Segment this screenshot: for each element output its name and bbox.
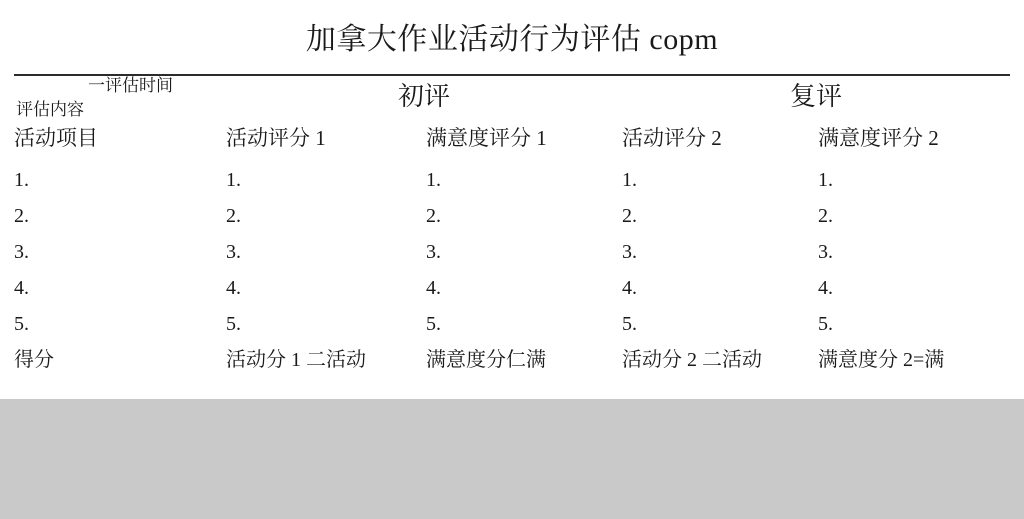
table-group-header-row xyxy=(14,76,1010,122)
cell-activity-score-2: 1. xyxy=(622,169,638,191)
cell-satisfaction-score-1: 5. xyxy=(426,313,441,335)
table-corner-cell xyxy=(14,76,226,122)
copm-table-wrapper xyxy=(0,76,1024,378)
cell-activity-item: 4. xyxy=(14,277,29,299)
table-row xyxy=(14,162,1010,198)
table-row xyxy=(14,306,1010,342)
column-header-satisfaction-score-2: 满意度评分 2 xyxy=(818,126,939,150)
table-score-row xyxy=(14,342,1010,378)
cell-satisfaction-score-1: 4. xyxy=(426,277,441,299)
table-column-header-row xyxy=(14,122,1010,162)
cell-score-satisfaction-2: 满意度分 2=满 xyxy=(818,349,945,371)
bottom-grey-overlay xyxy=(0,399,1024,519)
cell-activity-score-1: 4. xyxy=(226,277,241,299)
cell-activity-item: 3. xyxy=(14,241,29,263)
cell-activity-score-2: 5. xyxy=(622,313,638,335)
cell-satisfaction-score-1: 3. xyxy=(426,241,441,263)
column-header-satisfaction-score-1: 满意度评分 1 xyxy=(426,126,547,150)
group-header-second-eval: 复评 xyxy=(790,82,843,111)
cell-activity-score-2: 2. xyxy=(622,205,638,227)
column-header-activity-score-2: 活动评分 2 xyxy=(622,126,722,150)
cell-satisfaction-score-1: 1. xyxy=(426,169,441,191)
cell-score-satisfaction-1: 满意度分仁满 xyxy=(426,349,546,371)
cell-activity-score-1: 3. xyxy=(226,241,241,263)
cell-score-activity-1: 活动分 1 二活动 xyxy=(226,349,366,371)
column-header-activity-score-1: 活动评分 1 xyxy=(226,126,326,150)
cell-satisfaction-score-2: 5. xyxy=(818,313,834,335)
cell-satisfaction-score-2: 1. xyxy=(818,169,834,191)
cell-satisfaction-score-2: 4. xyxy=(818,277,834,299)
cell-activity-item: 1. xyxy=(14,169,29,191)
table-row xyxy=(14,198,1010,234)
table-row xyxy=(14,234,1010,270)
column-header-activity-item: 活动项目 xyxy=(14,126,98,150)
cell-activity-score-2: 4. xyxy=(622,277,638,299)
cell-satisfaction-score-2: 3. xyxy=(818,241,834,263)
cell-activity-item: 2. xyxy=(14,205,29,227)
cell-satisfaction-score-2: 2. xyxy=(818,205,834,227)
cell-activity-score-1: 2. xyxy=(226,205,241,227)
cell-score-activity-2: 活动分 2 二活动 xyxy=(622,349,763,371)
corner-top-label: 一评估时间 xyxy=(88,76,173,95)
cell-satisfaction-score-1: 2. xyxy=(426,205,441,227)
page-title: 加拿大作业活动行为评估 copm xyxy=(305,23,719,56)
cell-activity-score-1: 5. xyxy=(226,313,241,335)
cell-activity-item: 5. xyxy=(14,313,29,335)
table-row xyxy=(14,270,1010,306)
cell-activity-score-1: 1. xyxy=(226,169,241,191)
cell-score-label: 得分 xyxy=(14,349,54,371)
copm-table xyxy=(14,76,1010,378)
corner-bottom-label: 评估内容 xyxy=(16,100,84,119)
cell-activity-score-2: 3. xyxy=(622,241,638,263)
group-header-first-eval: 初评 xyxy=(398,82,451,111)
